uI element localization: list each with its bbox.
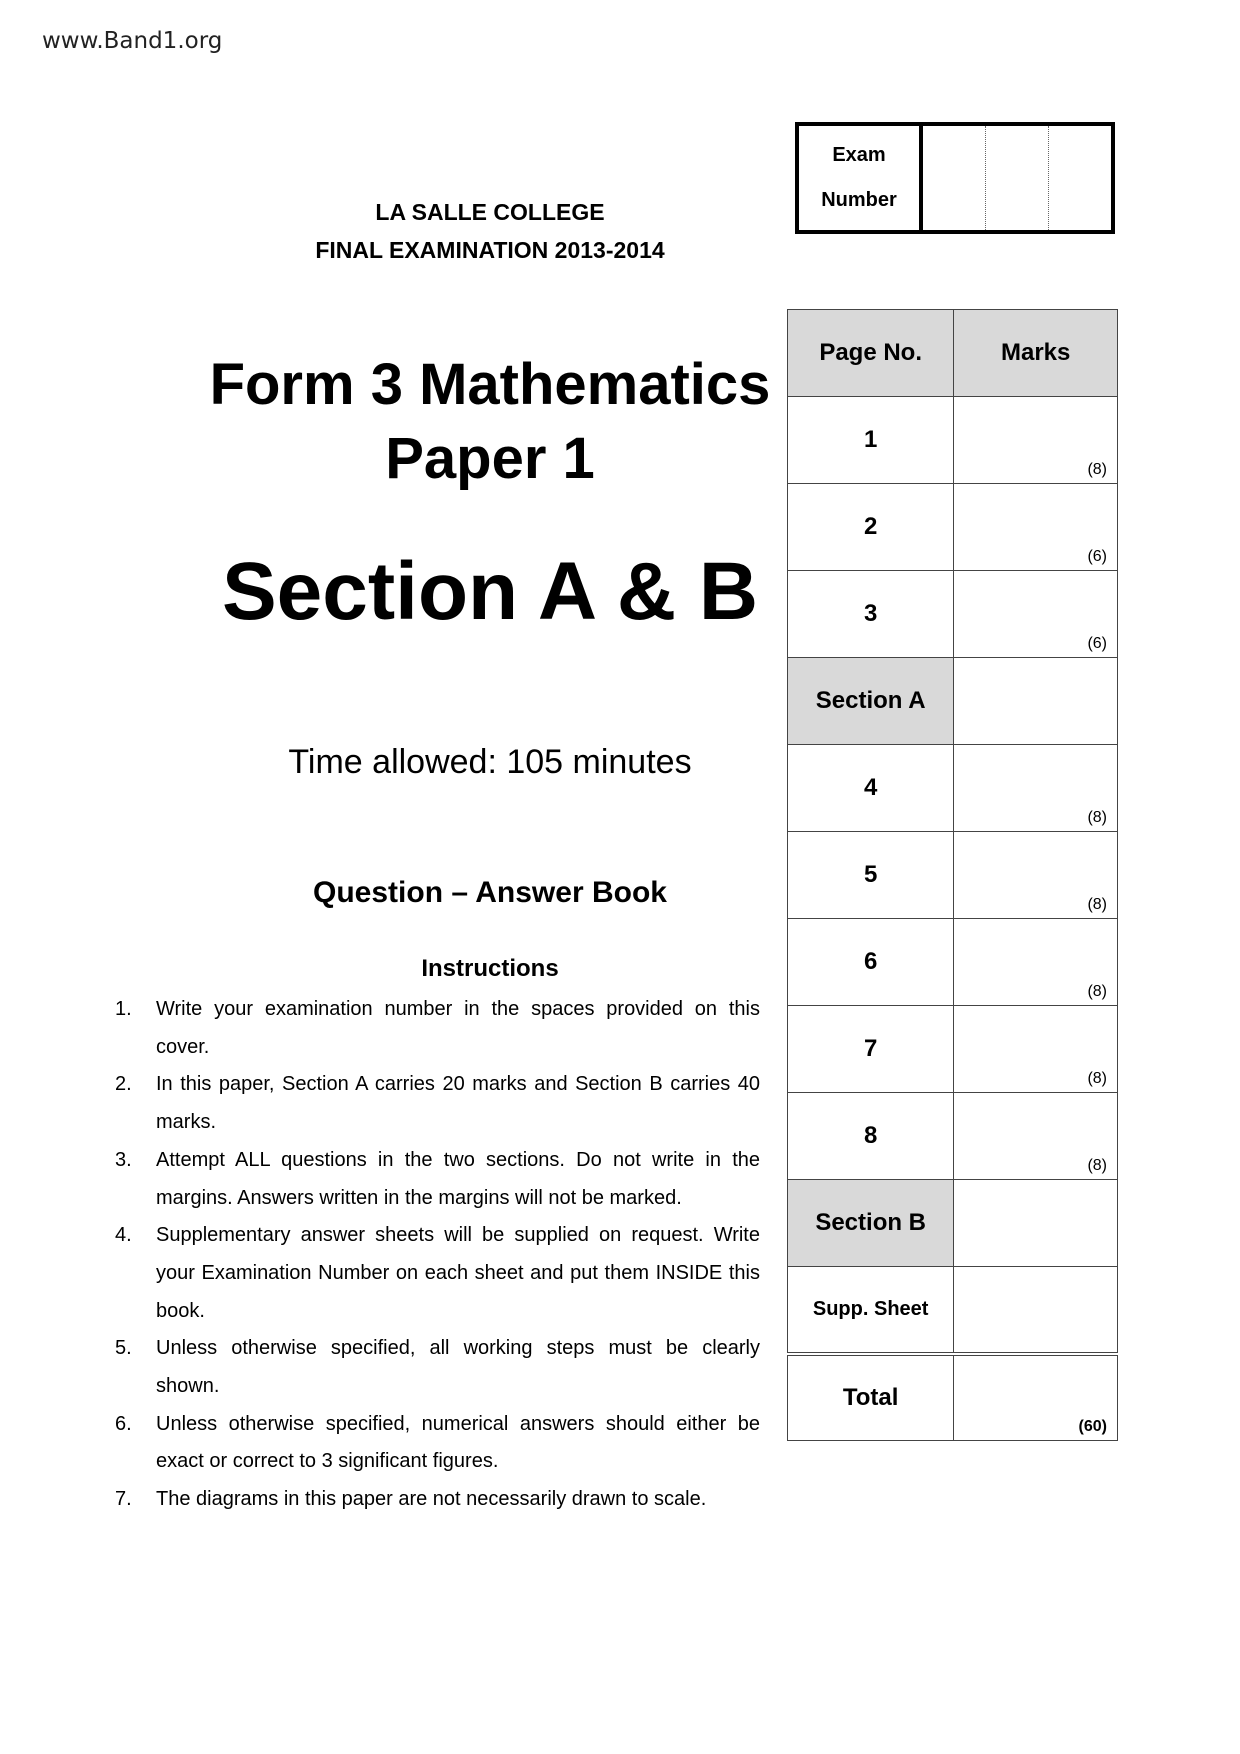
instruction-item <box>115 1330 760 1405</box>
exam-number-digit-1[interactable] <box>923 126 986 230</box>
marks-row <box>788 658 1118 745</box>
instruction-text: Unless otherwise specified, numerical answers should either be exact or correct to 3 significant figures. <box>156 1412 760 1473</box>
page-label: 8 <box>788 1093 954 1180</box>
paper-title: Paper 1 <box>385 426 595 491</box>
marks-cell[interactable] <box>954 658 1118 745</box>
time-allowed: Time allowed: 105 minutes <box>288 743 692 781</box>
marks-row <box>788 1354 1118 1441</box>
header-page-no: Page No. <box>788 310 954 397</box>
instruction-text: Unless otherwise specified, all working steps must be clearly shown. <box>156 1337 760 1398</box>
page-label: 4 <box>788 745 954 832</box>
subject-title: Form 3 Mathematics <box>209 352 771 417</box>
marks-row <box>788 745 1118 832</box>
page-label: Section B <box>788 1180 954 1267</box>
instruction-number: 4. <box>115 1224 132 1247</box>
marks-row <box>788 1267 1118 1354</box>
instruction-number: 3. <box>115 1148 132 1171</box>
max-marks: (8) <box>1087 983 1107 1000</box>
instruction-text: Write your examination number in the spaces provided on this cover. <box>156 998 760 1058</box>
instruction-number: 7. <box>115 1488 132 1511</box>
max-marks: (8) <box>1087 1070 1107 1087</box>
page-label: 3 <box>788 571 954 658</box>
max-marks: (60) <box>1078 1418 1107 1435</box>
marks-cell[interactable] <box>954 1354 1118 1441</box>
marks-cell[interactable] <box>954 919 1118 1006</box>
marks-row <box>788 1093 1118 1180</box>
instruction-text: Attempt ALL questions in the two sections. Do not write in the margins. Answers written in the margins will not be marked. <box>156 1148 760 1209</box>
marks-row <box>788 484 1118 571</box>
marks-cell[interactable] <box>954 745 1118 832</box>
marks-table <box>787 309 1118 1441</box>
marks-row <box>788 571 1118 658</box>
exam-label-line2: Number <box>821 189 897 211</box>
instruction-text: Supplementary answer sheets will be supplied on request. Write your Examination Number on each sheet and put them INSIDE this book. <box>156 1224 760 1322</box>
exam-number-box <box>795 122 1115 234</box>
max-marks: (6) <box>1087 548 1107 565</box>
page-label: 2 <box>788 484 954 571</box>
instruction-text: In this paper, Section A carries 20 marks and Section B carries 40 marks. <box>156 1073 760 1134</box>
watermark: www.Band1.org <box>42 28 223 54</box>
marks-row <box>788 919 1118 1006</box>
instruction-number: 5. <box>115 1337 132 1360</box>
marks-cell[interactable] <box>954 1006 1118 1093</box>
max-marks: (6) <box>1087 635 1107 652</box>
instruction-text: The diagrams in this paper are not necessarily drawn to scale. <box>156 1488 707 1511</box>
page-label: 7 <box>788 1006 954 1093</box>
page-label: Supp. Sheet <box>788 1267 954 1354</box>
instruction-number: 6. <box>115 1412 132 1435</box>
instruction-item <box>115 1217 760 1330</box>
page-label: 5 <box>788 832 954 919</box>
exam-title: FINAL EXAMINATION 2013-2014 <box>315 237 665 263</box>
instruction-item <box>115 991 760 1066</box>
max-marks: (8) <box>1087 1157 1107 1174</box>
page-label: Total <box>788 1354 954 1441</box>
max-marks: (8) <box>1087 461 1107 478</box>
marks-row <box>788 1006 1118 1093</box>
marks-cell[interactable] <box>954 1180 1118 1267</box>
book-type: Question – Answer Book <box>313 876 667 909</box>
instruction-item <box>115 1481 760 1519</box>
marks-row <box>788 397 1118 484</box>
marks-cell[interactable] <box>954 832 1118 919</box>
instruction-number: 2. <box>115 1073 132 1096</box>
exam-number-digit-2[interactable] <box>986 126 1049 230</box>
marks-cell[interactable] <box>954 1093 1118 1180</box>
marks-row <box>788 832 1118 919</box>
exam-label-line1: Exam <box>832 144 886 166</box>
marks-row <box>788 1180 1118 1267</box>
section-title: Section A & B <box>221 546 759 637</box>
page-label: 1 <box>788 397 954 484</box>
marks-cell[interactable] <box>954 397 1118 484</box>
instruction-item <box>115 1406 760 1481</box>
instruction-number: 1. <box>115 998 132 1020</box>
marks-cell[interactable] <box>954 571 1118 658</box>
page-label: 6 <box>788 919 954 1006</box>
max-marks: (8) <box>1087 809 1107 826</box>
instructions-list <box>115 991 760 1519</box>
school-name: LA SALLE COLLEGE <box>375 199 605 225</box>
instructions-title: Instructions <box>421 955 559 982</box>
exam-number-label <box>799 126 923 230</box>
marks-cell[interactable] <box>954 484 1118 571</box>
instruction-item <box>115 1142 760 1217</box>
header-marks: Marks <box>954 310 1118 397</box>
max-marks: (8) <box>1087 896 1107 913</box>
exam-number-digit-3[interactable] <box>1049 126 1111 230</box>
marks-cell[interactable] <box>954 1267 1118 1354</box>
page-label: Section A <box>788 658 954 745</box>
marks-table-header <box>788 310 1118 397</box>
instruction-item <box>115 1066 760 1141</box>
